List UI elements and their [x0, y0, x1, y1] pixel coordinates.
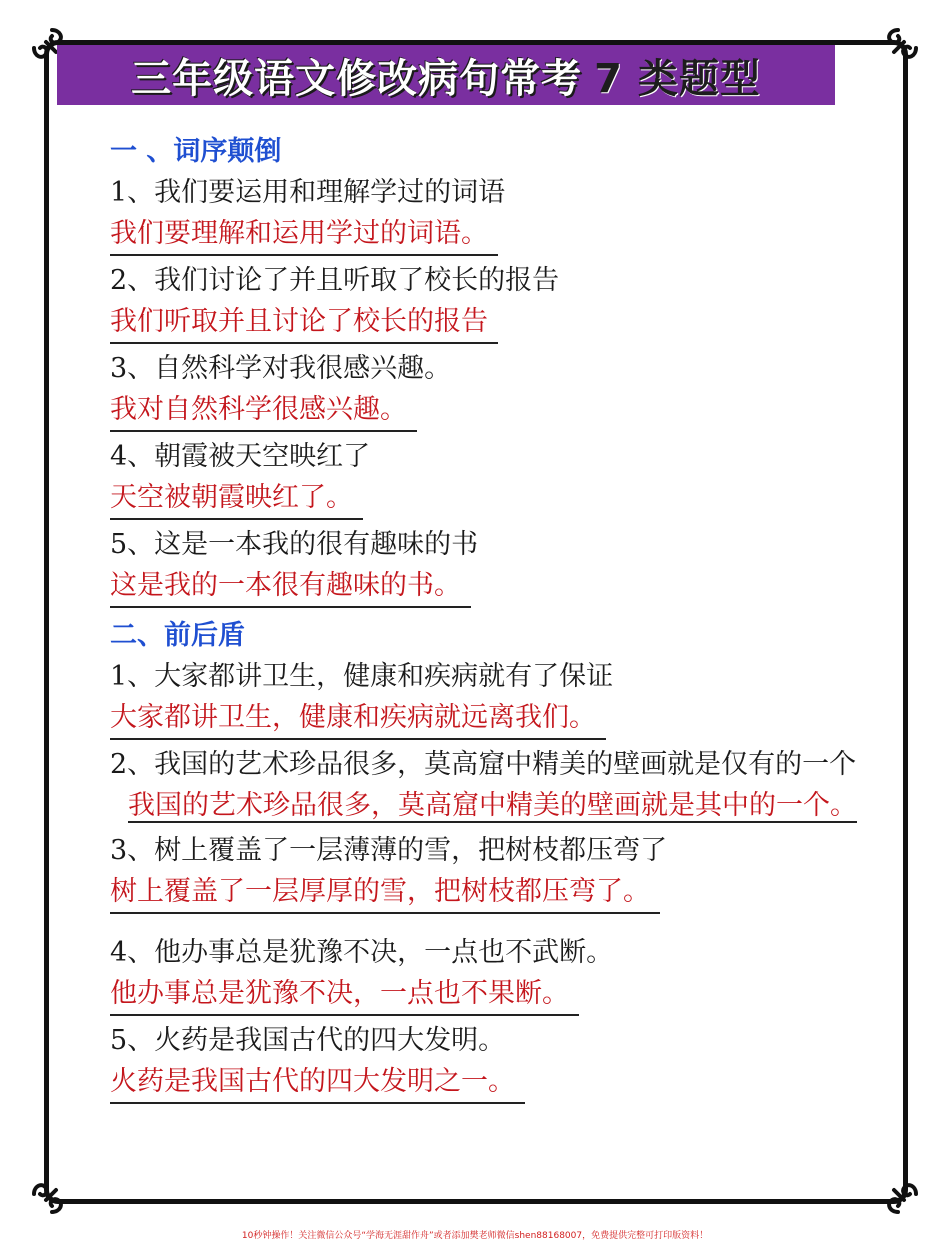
question-text: 4、他办事总是犹豫不决，一点也不武断。	[110, 937, 614, 968]
question-text: 4、朝霞被天空映红了	[110, 441, 371, 472]
question-text: 3、自然科学对我很感兴趣。	[110, 353, 452, 384]
page-title-accent: 7 类题型	[594, 55, 761, 102]
answer-text: 我们要理解和运用学过的词语。	[110, 214, 498, 256]
answer-text: 树上覆盖了一层厚厚的雪，把树枝都压弯了。	[110, 872, 660, 914]
worksheet-content	[110, 128, 910, 1108]
answer-text	[128, 786, 898, 826]
section-title: 一 、词序颠倒	[110, 136, 282, 167]
answer-text: 我对自然科学很感兴趣。	[110, 390, 417, 432]
question-text: 5、这是一本我的很有趣味的书	[110, 529, 479, 560]
question-text: 3、树上覆盖了一层薄薄的雪，把树枝都压弯了	[110, 835, 668, 866]
question-text: 2、我们讨论了并且听取了校长的报告	[110, 265, 560, 296]
question-text: 5、火药是我国古代的四大发明。	[110, 1025, 506, 1056]
answer-text: 他办事总是犹豫不决，一点也不果断。	[110, 974, 579, 1016]
page-title-main: 三年级语文修改病句常考	[131, 55, 583, 102]
section-title: 二、前后盾	[110, 620, 245, 651]
page-title	[131, 47, 761, 104]
question-text: 1、大家都讲卫生，健康和疾病就有了保证	[110, 661, 614, 692]
title-banner	[57, 45, 835, 105]
spacer	[110, 918, 910, 932]
answer-text: 天空被朝霞映红了。	[110, 478, 363, 520]
answer-text: 我们听取并且讨论了校长的报告	[110, 302, 498, 344]
answer-text: 火药是我国古代的四大发明之一。	[110, 1062, 525, 1104]
footer-note: 10秒钟操作！关注微信公众号“学海无涯甜作舟”或者添加樊老师微信shen88168007，免费提供完整可打印版资料！	[241, 1231, 709, 1241]
question-text: 2、我国的艺术珍品很多，莫高窟中精美的壁画就是仅有的一个	[110, 749, 857, 780]
question-text: 1、我们要运用和理解学过的词语	[110, 177, 506, 208]
answer-text: 这是我的一本很有趣味的书。	[110, 566, 471, 608]
answer-text: 大家都讲卫生，健康和疾病就远离我们。	[110, 698, 606, 740]
answer-text-underlined: 我国的艺术珍品很多，莫高窟中精美的壁画就是其中的一个。	[128, 790, 857, 821]
